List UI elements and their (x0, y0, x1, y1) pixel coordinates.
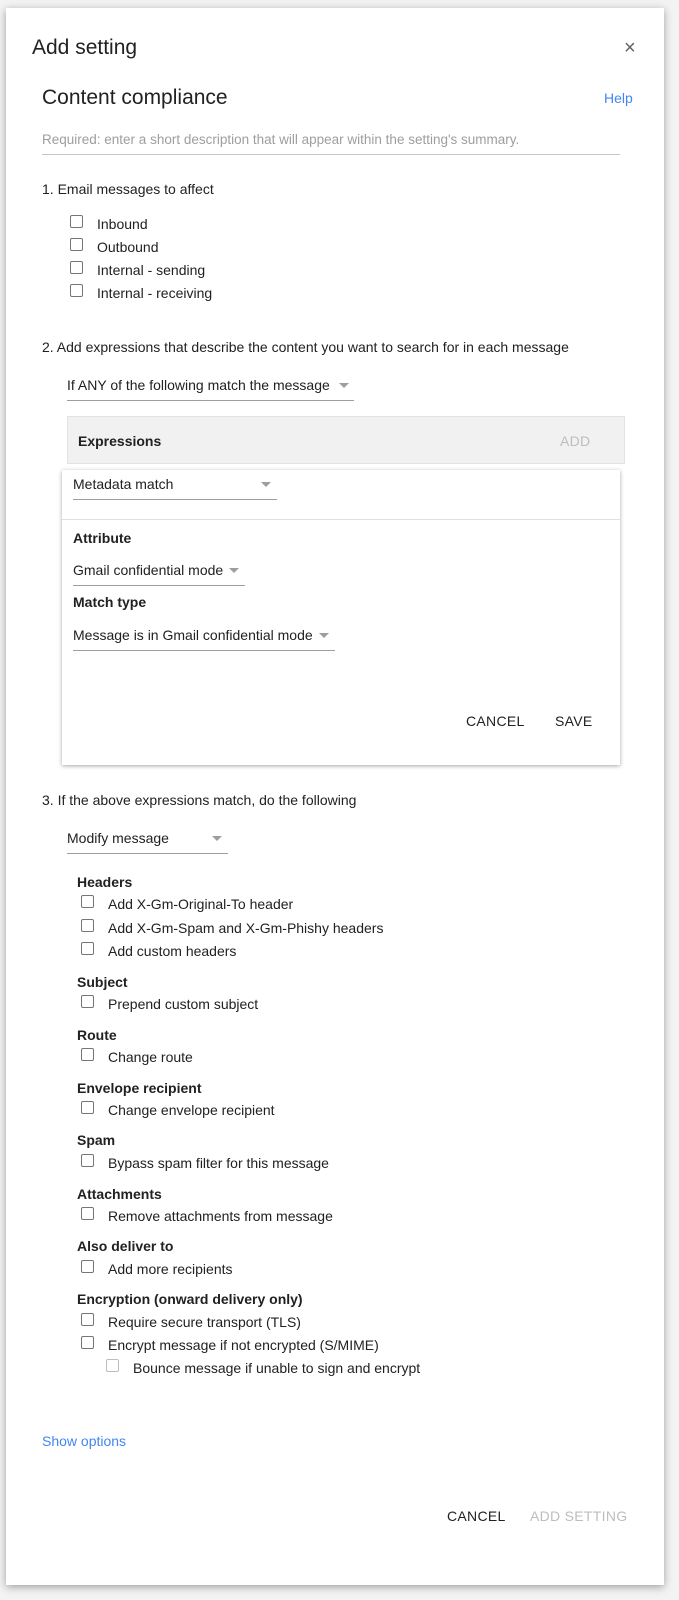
headers-group-title: Headers (77, 874, 133, 890)
checkbox-label: Outbound (97, 239, 159, 255)
dropdown-arrow-icon (319, 633, 329, 638)
spam-group-title: Spam (77, 1132, 116, 1148)
expression-save-button[interactable]: SAVE (555, 713, 593, 729)
checkbox-label: Change envelope recipient (108, 1102, 275, 1118)
add-setting-button[interactable]: ADD SETTING (530, 1508, 628, 1524)
checkbox-label: Change route (108, 1049, 193, 1065)
checkbox-label: Inbound (97, 216, 148, 232)
dropdown-arrow-icon (339, 383, 349, 388)
checkbox-icon[interactable] (81, 1048, 94, 1061)
expression-editor-card (62, 470, 620, 765)
description-input[interactable] (42, 124, 620, 155)
checkbox-label: Remove attachments from message (108, 1208, 333, 1224)
checkbox-icon[interactable] (70, 238, 83, 251)
section3-heading: 3. If the above expressions match, do the following (42, 792, 357, 808)
checkbox-icon[interactable] (106, 1359, 119, 1372)
attribute-dropdown[interactable] (73, 562, 245, 586)
expression-type-dropdown[interactable] (73, 476, 277, 500)
checkbox-label: Internal - sending (97, 262, 206, 278)
match-type-value: Message is in Gmail confidential mode (73, 627, 313, 643)
checkbox-label: Require secure transport (TLS) (108, 1314, 301, 1330)
add-setting-dialog (6, 8, 664, 1585)
match-type-dropdown[interactable] (73, 627, 335, 651)
route-group-title: Route (77, 1027, 117, 1043)
setting-name: Content compliance (42, 86, 228, 109)
checkbox-label: Prepend custom subject (108, 996, 259, 1012)
checkbox-label: Bypass spam filter for this message (108, 1155, 329, 1171)
dialog-cancel-button[interactable]: CANCEL (447, 1508, 506, 1524)
checkbox-icon[interactable] (81, 1154, 94, 1167)
attribute-value: Gmail confidential mode (73, 562, 224, 578)
checkbox-label: Add X-Gm-Spam and X-Gm-Phishy headers (108, 920, 384, 936)
checkbox-icon[interactable] (70, 215, 83, 228)
expression-type-value: Metadata match (73, 476, 174, 492)
section2-heading: 2. Add expressions that describe the content you want to search for in each message (42, 339, 569, 355)
checkbox-icon[interactable] (81, 1260, 94, 1273)
encryption-group-title: Encryption (onward delivery only) (77, 1291, 303, 1307)
checkbox-label: Bounce message if unable to sign and encrypt (133, 1360, 421, 1376)
action-dropdown[interactable] (67, 830, 228, 854)
checkbox-icon[interactable] (81, 1313, 94, 1326)
match-mode-dropdown[interactable] (67, 377, 354, 401)
checkbox-icon[interactable] (81, 895, 94, 908)
add-expression-button[interactable]: ADD (560, 433, 591, 449)
checkbox-label: Internal - receiving (97, 285, 213, 301)
checkbox-icon[interactable] (70, 284, 83, 297)
expression-cancel-button[interactable]: CANCEL (466, 713, 525, 729)
checkbox-icon[interactable] (81, 919, 94, 932)
checkbox-label: Add custom headers (108, 943, 237, 959)
envelope-group-title: Envelope recipient (77, 1080, 202, 1096)
card-divider (62, 519, 620, 520)
help-link[interactable]: Help (604, 90, 633, 106)
attachments-group-title: Attachments (77, 1186, 162, 1202)
subject-group-title: Subject (77, 974, 128, 990)
match-type-label: Match type (73, 594, 147, 610)
expressions-title: Expressions (78, 433, 162, 449)
checkbox-icon[interactable] (81, 942, 94, 955)
checkbox-icon[interactable] (81, 1101, 94, 1114)
dialog-title: Add setting (32, 36, 138, 59)
checkbox-icon[interactable] (81, 1207, 94, 1220)
also-deliver-group-title: Also deliver to (77, 1238, 174, 1254)
checkbox-label: Encrypt message if not encrypted (S/MIME) (108, 1337, 379, 1353)
checkbox-label: Add X-Gm-Original-To header (108, 896, 294, 912)
match-mode-value: If ANY of the following match the message (67, 377, 330, 393)
section1-heading: 1. Email messages to affect (42, 181, 214, 197)
checkbox-icon[interactable] (70, 261, 83, 274)
dropdown-arrow-icon (229, 568, 239, 573)
dropdown-arrow-icon (212, 836, 222, 841)
dropdown-arrow-icon (261, 482, 271, 487)
checkbox-icon[interactable] (81, 995, 94, 1008)
close-icon[interactable]: × (624, 37, 636, 59)
checkbox-icon[interactable] (81, 1336, 94, 1349)
action-value: Modify message (67, 830, 169, 846)
checkbox-label: Add more recipients (108, 1261, 233, 1277)
attribute-label: Attribute (73, 530, 132, 546)
show-options-link[interactable]: Show options (42, 1433, 127, 1449)
